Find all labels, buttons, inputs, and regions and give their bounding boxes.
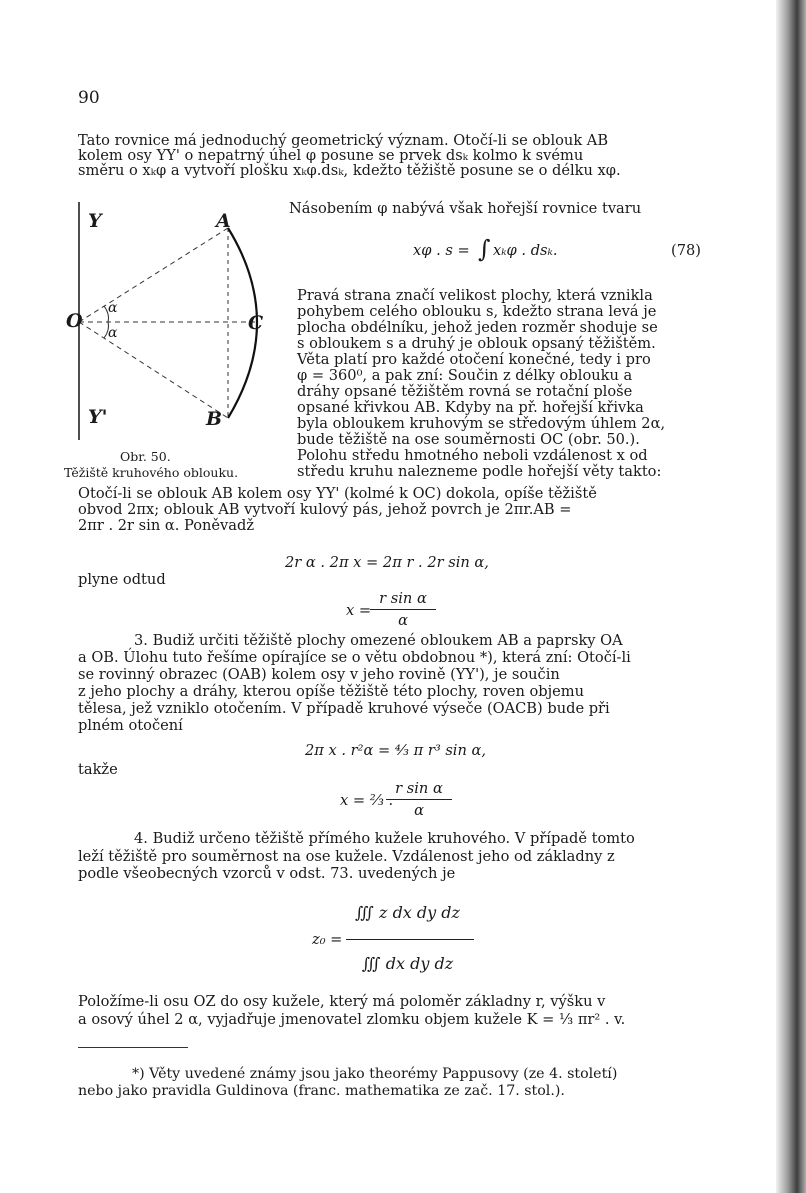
ob-dashed-line <box>79 322 228 418</box>
plyne-odtud: plyne odtud <box>78 571 166 588</box>
label-alpha-lower: α <box>108 325 118 341</box>
equation-a: 2r α . 2π x = 2π r . 2r sin α, <box>285 554 489 571</box>
paragraph3-line-5: tělesa, jež vzniklo otočením. V případě kruhové výseče (OACB) bude při <box>78 700 610 717</box>
label-y: Y <box>88 210 102 232</box>
paragraph3-line-3: se rovinný obrazec (OAB) kolem osy v jeho rovině (YY'), je součin <box>78 666 560 683</box>
label-c: C <box>248 312 264 334</box>
paragraph5-line-2: a osový úhel 2 α, vyjadřuje jmenovatel zlomku objem kužele K = ⅓ πr² . v. <box>78 1011 626 1028</box>
equation-b-lhs: x = <box>346 602 372 619</box>
equation-d-denominator: α <box>414 802 424 819</box>
right-col-line-3: plocha obdélníku, jehož jeden rozměr shoduje se <box>297 319 658 336</box>
equation-e-numerator: ∭ z dx dy dz <box>355 903 460 922</box>
right-col-line-12: středu kruhu nalezneme podle hořejší věty takto: <box>297 463 662 480</box>
right-col-line-9: byla obloukem kruhovým se středovým úhlem 2α, <box>297 415 666 432</box>
figure-caption-number: Obr. 50. <box>120 449 171 464</box>
eq78-left: xφ . s = <box>413 242 470 259</box>
label-y-prime: Y' <box>88 406 108 428</box>
right-col-line-1: Pravá strana značí velikost plochy, která vznikla <box>297 287 653 304</box>
equation-d-fraction-bar <box>386 799 452 800</box>
paragraph1-line-1: Tato rovnice má jednoduchý geometrický význam. Otočí-li se oblouk AB <box>78 132 609 149</box>
paragraph4-line-3: podle všeobecných vzorců v odst. 73. uvedených je <box>78 865 456 882</box>
paragraph1-line-3: směru o xₖφ a vytvoří plošku xₖφ.dsₖ, kdežto těžiště posune se o délku xφ. <box>78 162 621 179</box>
figure-50 <box>68 200 288 460</box>
right-col-line-4: s obloukem s a druhý je oblouk opsaný těžištěm. <box>297 335 656 352</box>
equation-c: 2π x . r²α = ⁴⁄₃ π r³ sin α, <box>305 742 487 759</box>
right-col-line-7: dráhy opsané těžištěm rovná se rotační ploše <box>297 383 633 400</box>
label-o: O <box>66 310 83 332</box>
label-alpha-upper: α <box>108 300 118 316</box>
equation-d-lhs: x = ⅔ . <box>340 792 394 809</box>
equation-b-denominator: α <box>398 612 408 629</box>
paragraph5-line-1: Položíme-li osu OZ do osy kužele, který má poloměr základny r, výšku v <box>78 993 606 1010</box>
equation-e-lhs: z₀ = <box>312 931 343 948</box>
equation-b-numerator: r sin α <box>379 590 427 607</box>
eq78-right: xₖφ . dsₖ. <box>493 242 558 259</box>
paragraph2-line-3: 2πr . 2r sin α. Poněvadž <box>78 517 255 534</box>
equation-b-fraction-bar <box>370 609 436 610</box>
paragraph3-line-6: plném otočení <box>78 717 183 734</box>
oa-dashed-line <box>79 228 228 322</box>
paragraph3-line-4: z jeho plochy a dráhy, kterou opíše těžiště této plochy, roven objemu <box>78 683 585 700</box>
figure-caption-title: Těžiště kruhového oblouku. <box>64 465 239 480</box>
paragraph2-line-2: obvod 2πx; oblouk AB vytvoří kulový pás, jehož povrch je 2πr.AB = <box>78 501 572 518</box>
page-edge-shadow <box>776 0 806 1193</box>
footnote-rule <box>78 1047 188 1048</box>
takze: takže <box>78 761 118 778</box>
paragraph2-line-1: Otočí-li se oblouk AB kolem osy YY' (kolmé k OC) dokola, opíše těžiště <box>78 485 597 502</box>
right-col-line-6: φ = 360⁰, a pak zní: Součin z délky oblouku a <box>297 367 633 384</box>
paragraph4-line-2: leží těžiště pro souměrnost na ose kužele. Vzdálenost jeho od základny z <box>78 848 615 865</box>
equation-d-numerator: r sin α <box>395 780 443 797</box>
footnote-line-1: *) Věty uvedené známy jsou jako theorémy Pappusovy (ze 4. století) <box>132 1066 618 1082</box>
eq78-number: (78) <box>671 242 701 259</box>
right-col-line-10: bude těžiště na ose souměrnosti OC (obr. 50.). <box>297 431 640 448</box>
label-a: A <box>216 210 231 232</box>
equation-e-fraction-bar <box>346 939 474 940</box>
paragraph1-line-2: kolem osy YY' o nepatrný úhel φ posune se prvek dsₖ kolmo k svému <box>78 147 584 164</box>
equation-e-denominator: ∭ dx dy dz <box>361 954 454 973</box>
footnote-line-2: nebo jako pravidla Guldinova (franc. mathematika ze zač. 17. stol.). <box>78 1083 565 1099</box>
right-col-line-2: pohybem celého oblouku s, kdežto strana levá je <box>297 303 657 320</box>
integral-sign: ∫ <box>478 235 491 263</box>
page-number: 90 <box>78 88 100 108</box>
right-col-line-5: Věta platí pro každé otočení konečné, tedy i pro <box>297 351 651 368</box>
label-b: B <box>206 408 223 430</box>
right-col-line-11: Polohu středu hmotného neboli vzdálenost x od <box>297 447 648 464</box>
paragraph4-line-1: 4. Budiž určeno těžiště přímého kužele kruhového. V případě tomto <box>134 830 635 847</box>
right-col-line-8: opsané křivkou AB. Kdyby na př. hořejší křivka <box>297 399 644 416</box>
right-col-intro: Násobením φ nabývá však hořejší rovnice tvaru <box>289 200 642 217</box>
paragraph3-line-1: 3. Budiž určiti těžiště plochy omezené obloukem AB a paprsky OA <box>134 632 623 649</box>
paragraph3-line-2: a OB. Úlohu tuto řešíme opírajíce se o větu obdobnou *), která zní: Otočí-li <box>78 649 631 666</box>
